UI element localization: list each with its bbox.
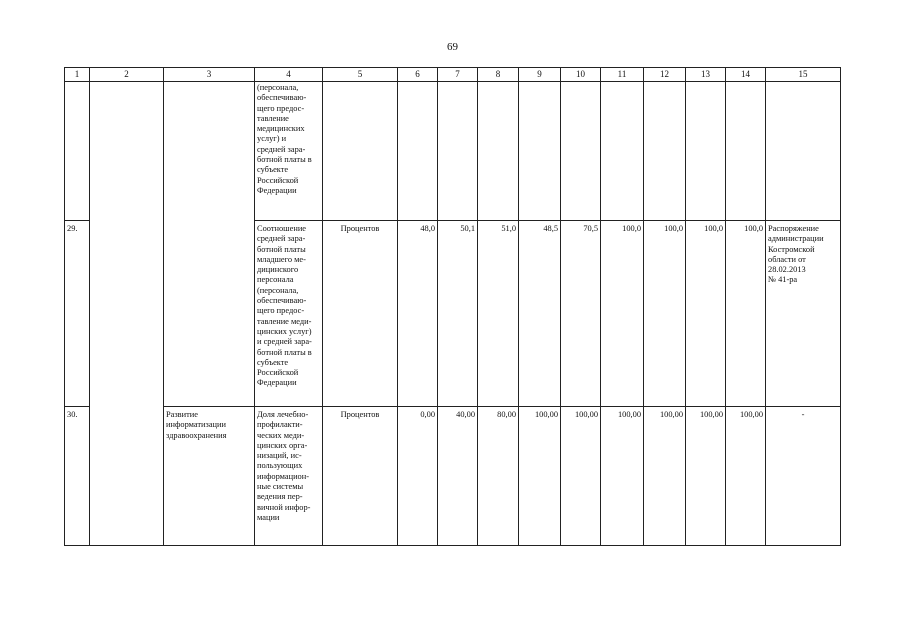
table-row xyxy=(65,82,841,221)
column-header: 6 xyxy=(398,68,438,82)
value-cell: 80,00 xyxy=(478,407,519,546)
subprogram-cell xyxy=(164,82,255,407)
column-header: 4 xyxy=(255,68,323,82)
value-cell xyxy=(561,82,601,221)
value-cell: 40,00 xyxy=(438,407,478,546)
value-cell: 100,00 xyxy=(561,407,601,546)
column-header: 15 xyxy=(766,68,841,82)
table-row xyxy=(65,407,841,546)
indicator-name: Соотношение средней зара- ботной платы младшего ме- дицинского персонала (персонала, обеспечиваю- щего предос- тавление меди- цинских услуг) и средней зара- ботной платы в субъекте Российской Федерации xyxy=(257,224,312,388)
indicator-name-cell xyxy=(255,82,323,221)
unit-cell: Процентов xyxy=(323,221,398,407)
value-cell: 50,1 xyxy=(438,221,478,407)
data-table xyxy=(64,67,841,546)
value-cell xyxy=(438,82,478,221)
column-header: 8 xyxy=(478,68,519,82)
column-header: 14 xyxy=(726,68,766,82)
column-header: 10 xyxy=(561,68,601,82)
subprogram-cell xyxy=(164,407,255,546)
source-cell xyxy=(766,221,841,407)
value-cell: 100,00 xyxy=(519,407,561,546)
program-cell xyxy=(90,82,164,546)
value-cell: 100,0 xyxy=(601,221,644,407)
unit-cell: Процентов xyxy=(323,407,398,546)
indicator-name: Доля лечебно- профилакти- ческих меди- цинских орга- низаций, ис- пользующих информацион- ные системы ведения пер- вичной инфор- мации xyxy=(257,410,311,522)
value-cell xyxy=(398,82,438,221)
indicator-name-cell xyxy=(255,221,323,407)
indicator-name: (персонала, обеспечиваю- щего предос- тавление медицинских услуг) и средней зара- ботной платы в субъекте Российской Федерации xyxy=(257,83,312,195)
source-text: Распоряжение администрации Костромской области от 28.02.2013 № 41-ра xyxy=(768,224,824,285)
column-header: 12 xyxy=(644,68,686,82)
value-cell: 51,0 xyxy=(478,221,519,407)
column-header: 7 xyxy=(438,68,478,82)
header-row xyxy=(65,68,841,82)
value-cell: 70,5 xyxy=(561,221,601,407)
unit-cell xyxy=(323,82,398,221)
value-cell xyxy=(644,82,686,221)
subprogram-name: Развитие информатизации здравоохранения xyxy=(166,410,227,440)
value-cell: 100,00 xyxy=(601,407,644,546)
value-cell xyxy=(726,82,766,221)
source-cell xyxy=(766,82,841,221)
value-cell: 100,0 xyxy=(726,221,766,407)
value-cell xyxy=(478,82,519,221)
row-number-cell xyxy=(65,82,90,221)
value-cell xyxy=(601,82,644,221)
value-cell xyxy=(686,82,726,221)
value-cell: 100,00 xyxy=(726,407,766,546)
value-cell: 100,0 xyxy=(686,221,726,407)
row-number-cell: 29. xyxy=(65,221,90,407)
column-header: 13 xyxy=(686,68,726,82)
column-header: 5 xyxy=(323,68,398,82)
source-cell: - xyxy=(766,407,841,546)
indicator-name-cell xyxy=(255,407,323,546)
column-header: 1 xyxy=(65,68,90,82)
column-header: 3 xyxy=(164,68,255,82)
row-number-cell: 30. xyxy=(65,407,90,546)
value-cell: 48,0 xyxy=(398,221,438,407)
page-number: 69 xyxy=(447,41,458,53)
value-cell: 0,00 xyxy=(398,407,438,546)
column-header: 11 xyxy=(601,68,644,82)
column-header: 2 xyxy=(90,68,164,82)
value-cell: 48,5 xyxy=(519,221,561,407)
value-cell: 100,00 xyxy=(644,407,686,546)
value-cell xyxy=(519,82,561,221)
column-header: 9 xyxy=(519,68,561,82)
value-cell: 100,00 xyxy=(686,407,726,546)
value-cell: 100,0 xyxy=(644,221,686,407)
